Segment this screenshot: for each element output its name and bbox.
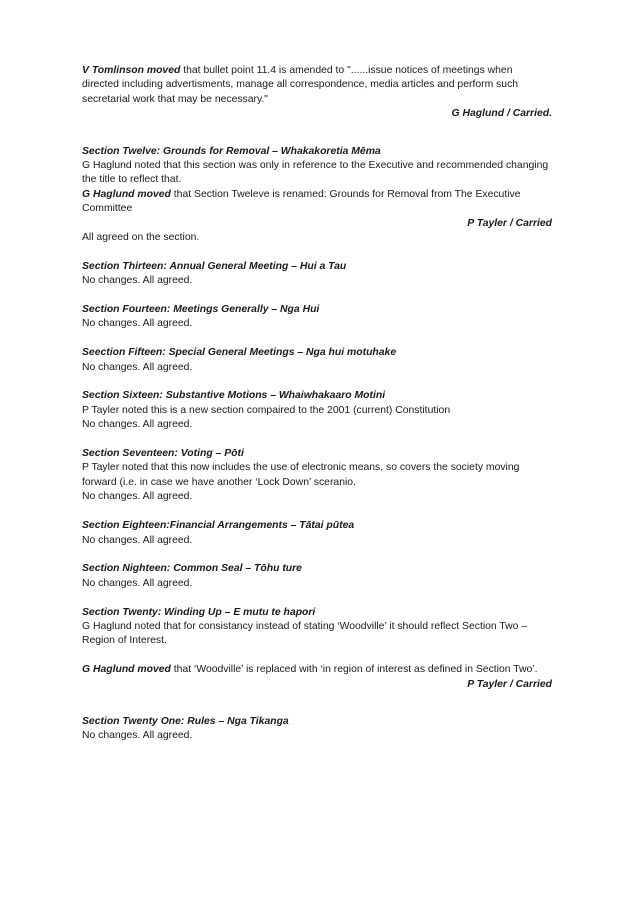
motion-11-4: [82, 64, 552, 122]
section-twelve: [82, 145, 552, 246]
section-twenty: [82, 606, 552, 692]
section-thirteen: [82, 260, 552, 289]
section-body: No changes. All agreed.: [82, 275, 193, 287]
section-note: G Haglund noted that for consistancy instead of stating ‘Woodville’ it should reflect Section Two – Region of Interest.: [82, 620, 528, 647]
section-fourteen: [82, 303, 552, 332]
motion-body: that bullet point 11.4 is amended to "......issue notices of meetings when directed including advertisments, manage all correspondence, media articles and perform such secretarial work that may be necessary.": [82, 65, 519, 105]
mover-name: V Tomlinson moved: [82, 65, 181, 76]
section-body: No changes. All agreed.: [82, 318, 193, 330]
section-heading: Section Eighteen:Financial Arrangements – Tātai pūtea: [82, 520, 355, 532]
section-note: G Haglund noted that this section was only in reference to the Executive and recommended changing the title to reflect that.: [82, 160, 549, 186]
section-body: No changes. All agreed.: [82, 730, 193, 742]
section-body: No changes. All agreed.: [82, 534, 193, 546]
section-heading: Section Nighteen: Common Seal – Tōhu ture: [82, 563, 302, 575]
section-twenty-one: [82, 715, 552, 744]
section-body: No changes. All agreed.: [82, 361, 193, 373]
section-heading: Section Fourteen: Meetings Generally – Nga Hui: [82, 304, 320, 316]
section-heading: Section Sixteen: Substantive Motions – Whaiwhakaaro Motini: [82, 390, 386, 402]
section-note: P Tayler noted that this now includes the use of electronic means, so covers the society moving forward (i.e. in case we have another ‘Lock Down’ sceranio.: [82, 462, 520, 488]
section-agreement: All agreed on the section.: [82, 232, 200, 244]
section-heading: Section Seventeen: Voting – Pōti: [82, 448, 244, 460]
section-heading: Section Twenty One: Rules – Nga Tikanga: [82, 715, 289, 727]
seconder-line: P Tayler / Carried: [467, 217, 552, 229]
section-heading: Section Twelve: Grounds for Removal – Whakakoretia Mēma: [82, 145, 381, 157]
section-seventeen: [82, 447, 552, 505]
motion-text: [82, 188, 552, 217]
section-note: P Tayler noted this is a new section compaired to the 2001 (current) Constitution: [82, 404, 451, 416]
mover-name: G Haglund moved: [82, 664, 171, 676]
mover-name: G Haglund moved: [82, 188, 171, 200]
section-heading: Seection Fifteen: Special General Meetings – Nga hui motuhake: [82, 347, 397, 359]
motion-text: [82, 663, 552, 677]
section-sixteen: [82, 389, 552, 432]
section-nineteen: [82, 562, 552, 591]
section-heading: Section Twenty: Winding Up – E mutu te hapori: [82, 606, 316, 618]
motion-body: that Section Tweleve is renamed: Grounds for Removal from The Executive Committee: [82, 188, 521, 215]
section-fifteen: [82, 346, 552, 375]
motion-body: that ‘Woodville’ is replaced with ‘in region of interest as defined in Section Two’.: [170, 664, 538, 676]
seconder-line: G Haglund / Carried.: [451, 108, 552, 120]
motion-text: [82, 64, 552, 107]
section-eighteen: [82, 519, 552, 548]
section-body: No changes. All agreed.: [82, 419, 193, 431]
section-body: No changes. All agreed.: [82, 491, 193, 503]
seconder-line: P Tayler / Carried: [467, 678, 552, 690]
section-body: No changes. All agreed.: [82, 577, 193, 589]
section-heading: Section Thirteen: Annual General Meeting – Hui a Tau: [82, 260, 347, 272]
minutes-page: [82, 64, 552, 744]
